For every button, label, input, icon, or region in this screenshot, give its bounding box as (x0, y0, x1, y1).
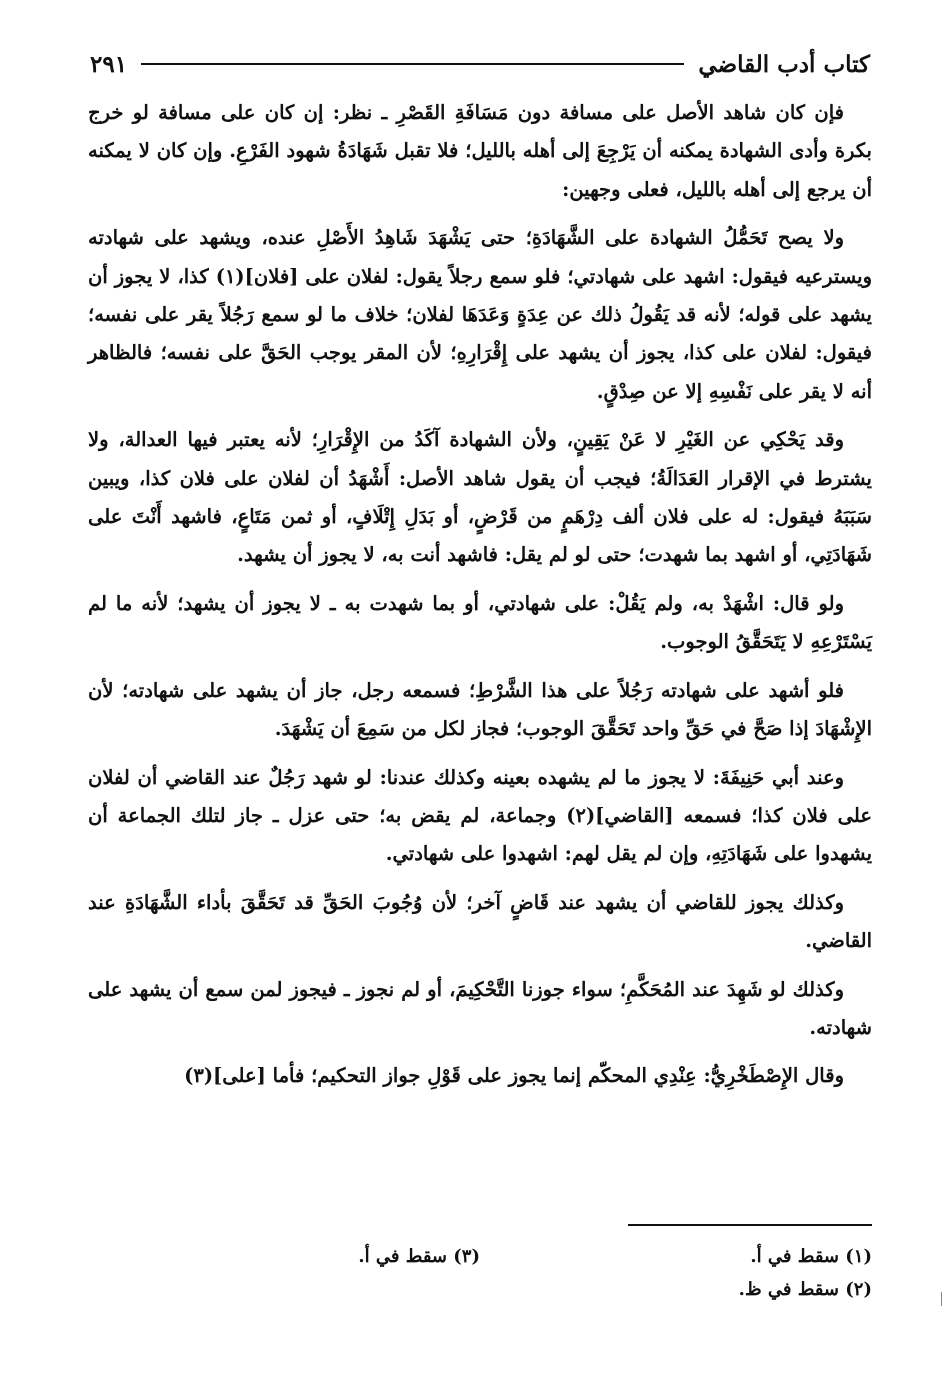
paragraph: وكذلك لو شَهِدَ عند المُحَكَّمِ؛ سواء جوزنا التَّحْكِيمَ، أو لم نجوز ـ فيجوز لمن سمع أن يشهد على شهادته. (88, 977, 872, 1039)
paragraph: وقال الإِصْطَخْرِيُّ: عِنْدِي المحكّم إنما يجوز على قَوْلِ جواز التحكيم؛ فأما [على](٣) (184, 1064, 844, 1088)
footnote-1: (١) سقط في أ. (750, 1246, 872, 1267)
paragraph: وكذلك يجوز للقاضي أن يشهد عند قَاضٍ آخر؛ لأن وُجُوبَ الحَقِّ قد تَحَقَّقَ بأداء الشَّهَادَةِ عند القاضي. (88, 890, 872, 953)
header-rule (141, 63, 684, 65)
page-edge-mark (938, 1292, 942, 1306)
paragraph: ولا يصح تَحَمُّلُ الشهادة على الشَّهَادَةِ؛ حتى يَشْهَدَ شَاهِدُ الأَصْلِ عنده، ويشهد على شهادته ويسترعيه فيقول: اشهد على شهادتي؛ فلو سمع رجلاً يقول: لفلان على [فلان](١) كذا، لا يجوز أن يشهد على قوله؛ لأنه قد يَقُولُ ذلك عن عِدَةٍ وَعَدَهَا لفلان؛ خلاف ما لو سمع رَجُلاً يقر على نفسه؛ فيقول: لفلان على كذا، يجوز أن يشهد على إِقْرَارِهِ؛ لأن المقر يوجب الحَقَّ على نفسه؛ فالظاهر أنه لا يقر على نَفْسِهِ إلا عن صِدْقٍ. (88, 226, 872, 403)
footnote-3: (٣) سقط في أ. (358, 1246, 480, 1267)
paragraph: وقد يَحْكِي عن الغَيْرِ لا عَنْ يَقِينٍ، ولأن الشهادة آكَدُ من الإِقْرَارِ؛ لأنه يعتبر فيها العدالة، ولا يشترط في الإقرار العَدَالَةُ؛ فيجب أن يقول شاهد الأصل: أَشْهَدُ أن لفلان على فلان كذا، ويبين سَبَبَهُ فيقول: له على فلان ألف دِرْهَمٍ من قَرْضٍ، أو بَدَلِ إِتْلَافٍ، أو ثمن مَتَاعٍ، فاشهد أَنْتَ على شَهَادَتِي، أو اشهد بما شهدت؛ حتى لو لم يقل: فاشهد أنت به، لا يجوز أن يشهد. (88, 428, 872, 567)
footnote-separator (628, 1224, 872, 1226)
footnotes (88, 1240, 872, 1306)
paragraph: ولو قال: اشْهَدْ به، ولم يَقُلْ: على شهادتي، أو بما شهدت به ـ لا يجوز أن يشهد؛ لأنه ما لم يَسْتَرْعِهِ لا يَتَحَقَّقُ الوجوب. (88, 591, 872, 654)
main-text (88, 94, 872, 1106)
paragraph: فلو أشهد على شهادته رَجُلاً على هذا الشَّرْطِ؛ فسمعه رجل، جاز أن يشهد على شهادته؛ لأن الإِشْهَادَ إذا صَحَّ في حَقِّ واحد تَحَقَّقَ الوجوب؛ فجاز لكل من سَمِعَ أن يَشْهَدَ. (88, 678, 872, 741)
footnote-2: (٢) سقط في ظ. (738, 1279, 872, 1300)
running-head-title: كتاب أدب القاضي (698, 50, 870, 78)
page-number: ٢٩١ (90, 50, 128, 78)
footnote-row (88, 1240, 872, 1273)
running-header (90, 40, 870, 88)
paragraph: وعند أبي حَنِيفَةَ: لا يجوز ما لم يشهده بعينه وكذلك عندنا: لو شهد رَجُلٌ عند القاضي أن لفلان على فلان كذا؛ فسمعه [القاضي](٢) وجماعة، لم يقض به؛ حتى عزل ـ جاز لتلك الجماعة أن يشهدوا على شَهَادَتِهِ، وإن لم يقل لهم: اشهدوا على شهادتي. (88, 765, 872, 866)
footnote-row (88, 1273, 872, 1306)
paragraph: فإن كان شاهد الأصل على مسافة دون مَسَافَةِ القَصْرِ ـ نظر: إن كان على مسافة لو خرج بكرة وأدى الشهادة يمكنه أن يَرْجِعَ إلى أهله بالليل؛ فلا تقبل شَهَادَةُ شهود الفَرْعِ. وإن كان لا يمكنه أن يرجع إلى أهله بالليل، فعلى وجهين: (88, 101, 872, 201)
